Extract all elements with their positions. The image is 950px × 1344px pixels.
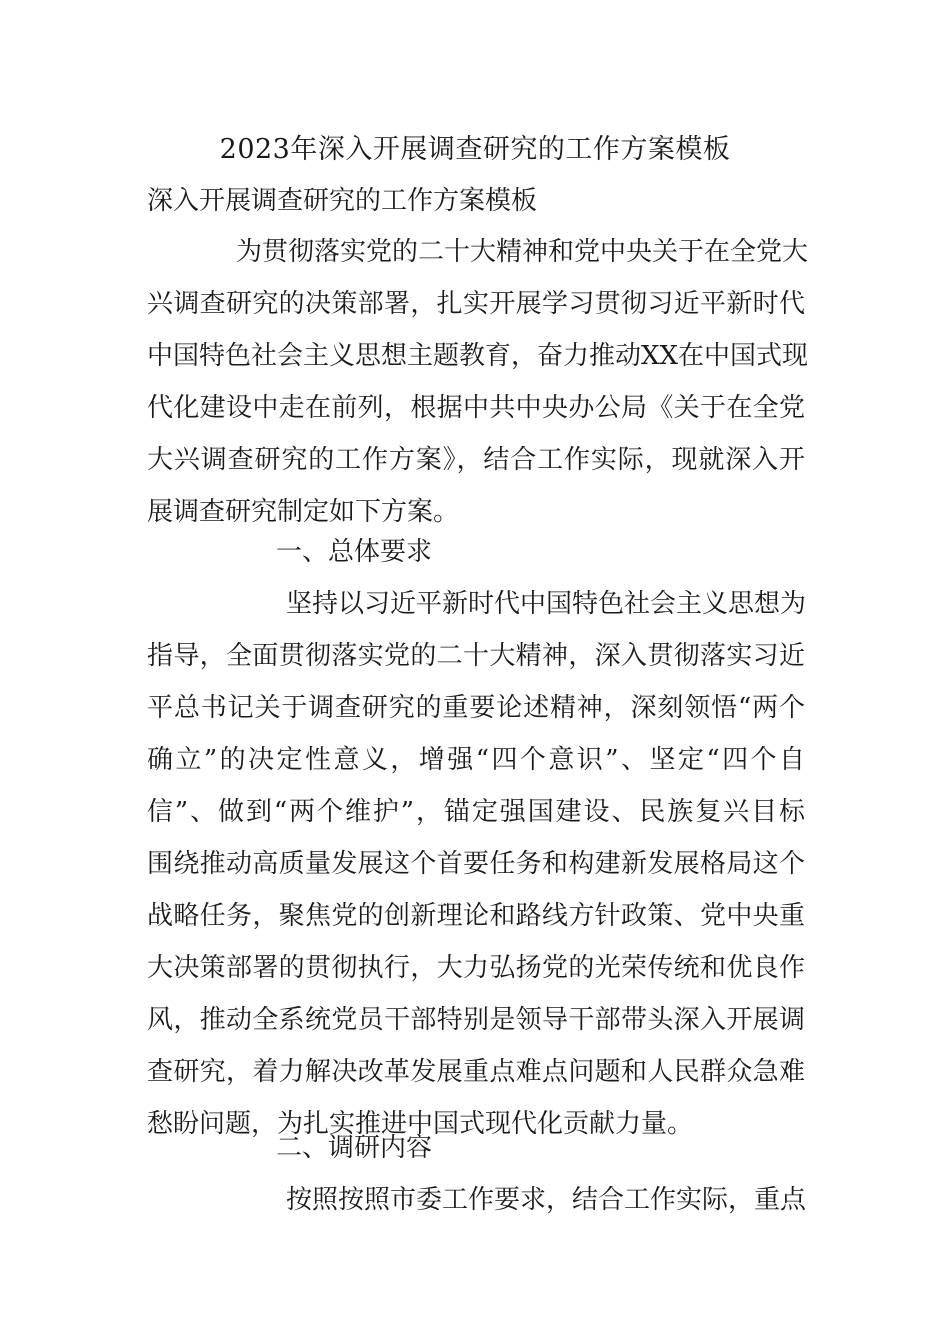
document-title: 2023年深入开展调查研究的工作方案模板: [219, 134, 731, 165]
paragraph-line: 围绕推动高质量发展这个首要任务和构建新发展格局这个: [147, 849, 805, 879]
paragraph-line: 确立”的决定性意义，增强“四个意识”、坚定“四个自: [147, 745, 805, 775]
paragraph-line: 平总书记关于调查研究的重要论述精神，深刻领悟“两个: [147, 693, 805, 723]
paragraph-line: 查研究，着力解决改革发展重点难点问题和人民群众急难: [147, 1057, 805, 1087]
document-subtitle: 深入开展调查研究的工作方案模板: [147, 186, 538, 216]
paragraph-line: 展调查研究制定如下方案。: [147, 497, 460, 527]
paragraph-line: 大决策部署的贯彻执行，大力弘扬党的光荣传统和优良作: [147, 953, 805, 983]
paragraph-line: 风，推动全系统党员干部特别是领导干部带头深入开展调: [147, 1005, 805, 1035]
paragraph-line: 兴调查研究的决策部署，扎实开展学习贯彻习近平新时代: [147, 289, 805, 319]
paragraph-line: 按照按照市委工作要求，结合工作实际，重点: [286, 1185, 807, 1215]
paragraph-line: 代化建设中走在前列，根据中共中央办公局《关于在全党: [147, 393, 805, 423]
section-heading: 一、总体要求: [276, 537, 433, 567]
paragraph-line: 大兴调查研究的工作方案》，结合工作实际，现就深入开: [147, 445, 805, 475]
paragraph-line: 中国特色社会主义思想主题教育，奋力推动XX在中国式现: [147, 341, 809, 371]
paragraph-line: 信”、做到“两个维护”，锚定强国建设、民族复兴目标: [147, 797, 805, 827]
paragraph-line: 为贯彻落实党的二十大精神和党中央关于在全党大: [236, 237, 809, 267]
paragraph-line: 战略任务，聚焦党的创新理论和路线方针政策、党中央重: [147, 901, 805, 931]
paragraph-line: 愁盼问题，为扎实推进中国式现代化贡献力量。: [147, 1109, 694, 1139]
paragraph-line: 坚持以习近平新时代中国特色社会主义思想为: [286, 589, 807, 619]
paragraph-line: 指导，全面贯彻落实党的二十大精神，深入贯彻落实习近: [147, 641, 805, 671]
section-heading: 二、调研内容: [276, 1133, 433, 1163]
